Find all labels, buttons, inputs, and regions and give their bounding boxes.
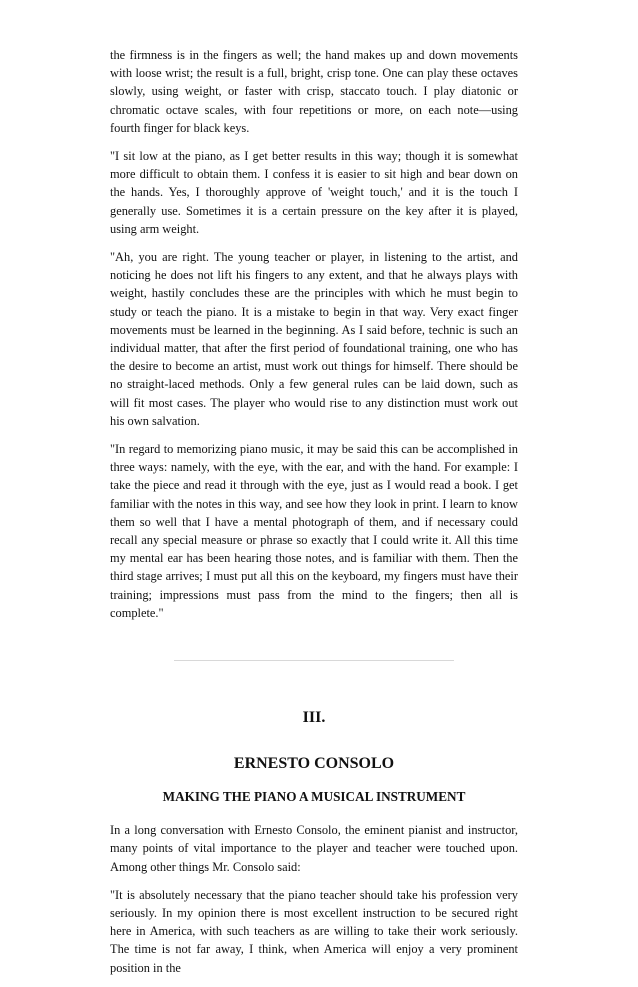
body-paragraph: "Ah, you are right. The young teacher or player, in listening to the artist, and noticing he does not lift his fingers to any extent, and that he always plays with weight, hastily concludes these are the principles with which he must begin to study or teach the piano. It is a mistake to begin in that way. Very exact finger movements must be learned in the beginning. As I said before, technic is such an individual matter, that after the first period of foundational training, one who has the desire to become an artist, must work out things for himself. There should be no straight-laced methods. Only a few general rules can be laid down, such as will fit most cases. The player who would rise to any distinction must work out his own salvation. bbox=[110, 250, 518, 428]
section-divider bbox=[174, 660, 454, 661]
chapter-number: III. bbox=[302, 709, 326, 727]
body-paragraph: "It is absolutely necessary that the piano teacher should take his profession very seriously. In my opinion there is most excellent instruction to be secured right here in America, with such teachers as are willing to take their work seriously. The time is not far away, I think, when America will enjoy a very prominent position in the bbox=[110, 887, 518, 975]
body-paragraph: In a long conversation with Ernesto Consolo, the eminent pianist and instructor, many points of vital importance to the player and teacher were touched upon. Among other things Mr. Consolo said: bbox=[110, 823, 518, 874]
body-paragraph: the firmness is in the fingers as well; the hand makes up and down movements with loose wrist; the result is a full, bright, crisp tone. One can play these octaves slowly, using weight, or faster with crisp, staccato touch. I play diatonic or chromatic octave scales, with four repetitions or more, on each note—using fourth finger for black keys. bbox=[110, 48, 518, 135]
body-paragraph: "In regard to memorizing piano music, it may be said this can be accomplished in three ways: namely, with the eye, with the ear, and with the hand. For example: I take the piece and read it through with the eye, just as I would read a book. I get familiar with the notes in this way, and see how they look in print. I learn to know them so well that I have a mental photograph of them, and if necessary could recall any special measure or phrase so exactly that I could write it. All this time my mental ear has been hearing those notes, and is familiar with them. Then the third stage arrives; I must put all this on the keyboard, my fingers must have their training; impressions must pass from the mind to the fingers; then all is complete." bbox=[110, 442, 518, 620]
body-paragraph: "I sit low at the piano, as I get better results in this way; though it is somewhat more difficult to obtain them. I confess it is easier to sit high and bear down on the hands. Yes, I thoroughly approve of 'weight touch,' and it is the touch I generally use. Sometimes it is a certain pressure on the key after it is played, using arm weight. bbox=[110, 149, 518, 236]
chapter-title: ERNESTO CONSOLO bbox=[233, 755, 395, 773]
chapter-subtitle: MAKING THE PIANO A MUSICAL INSTRUMENT bbox=[162, 789, 466, 805]
document-page bbox=[110, 46, 518, 987]
